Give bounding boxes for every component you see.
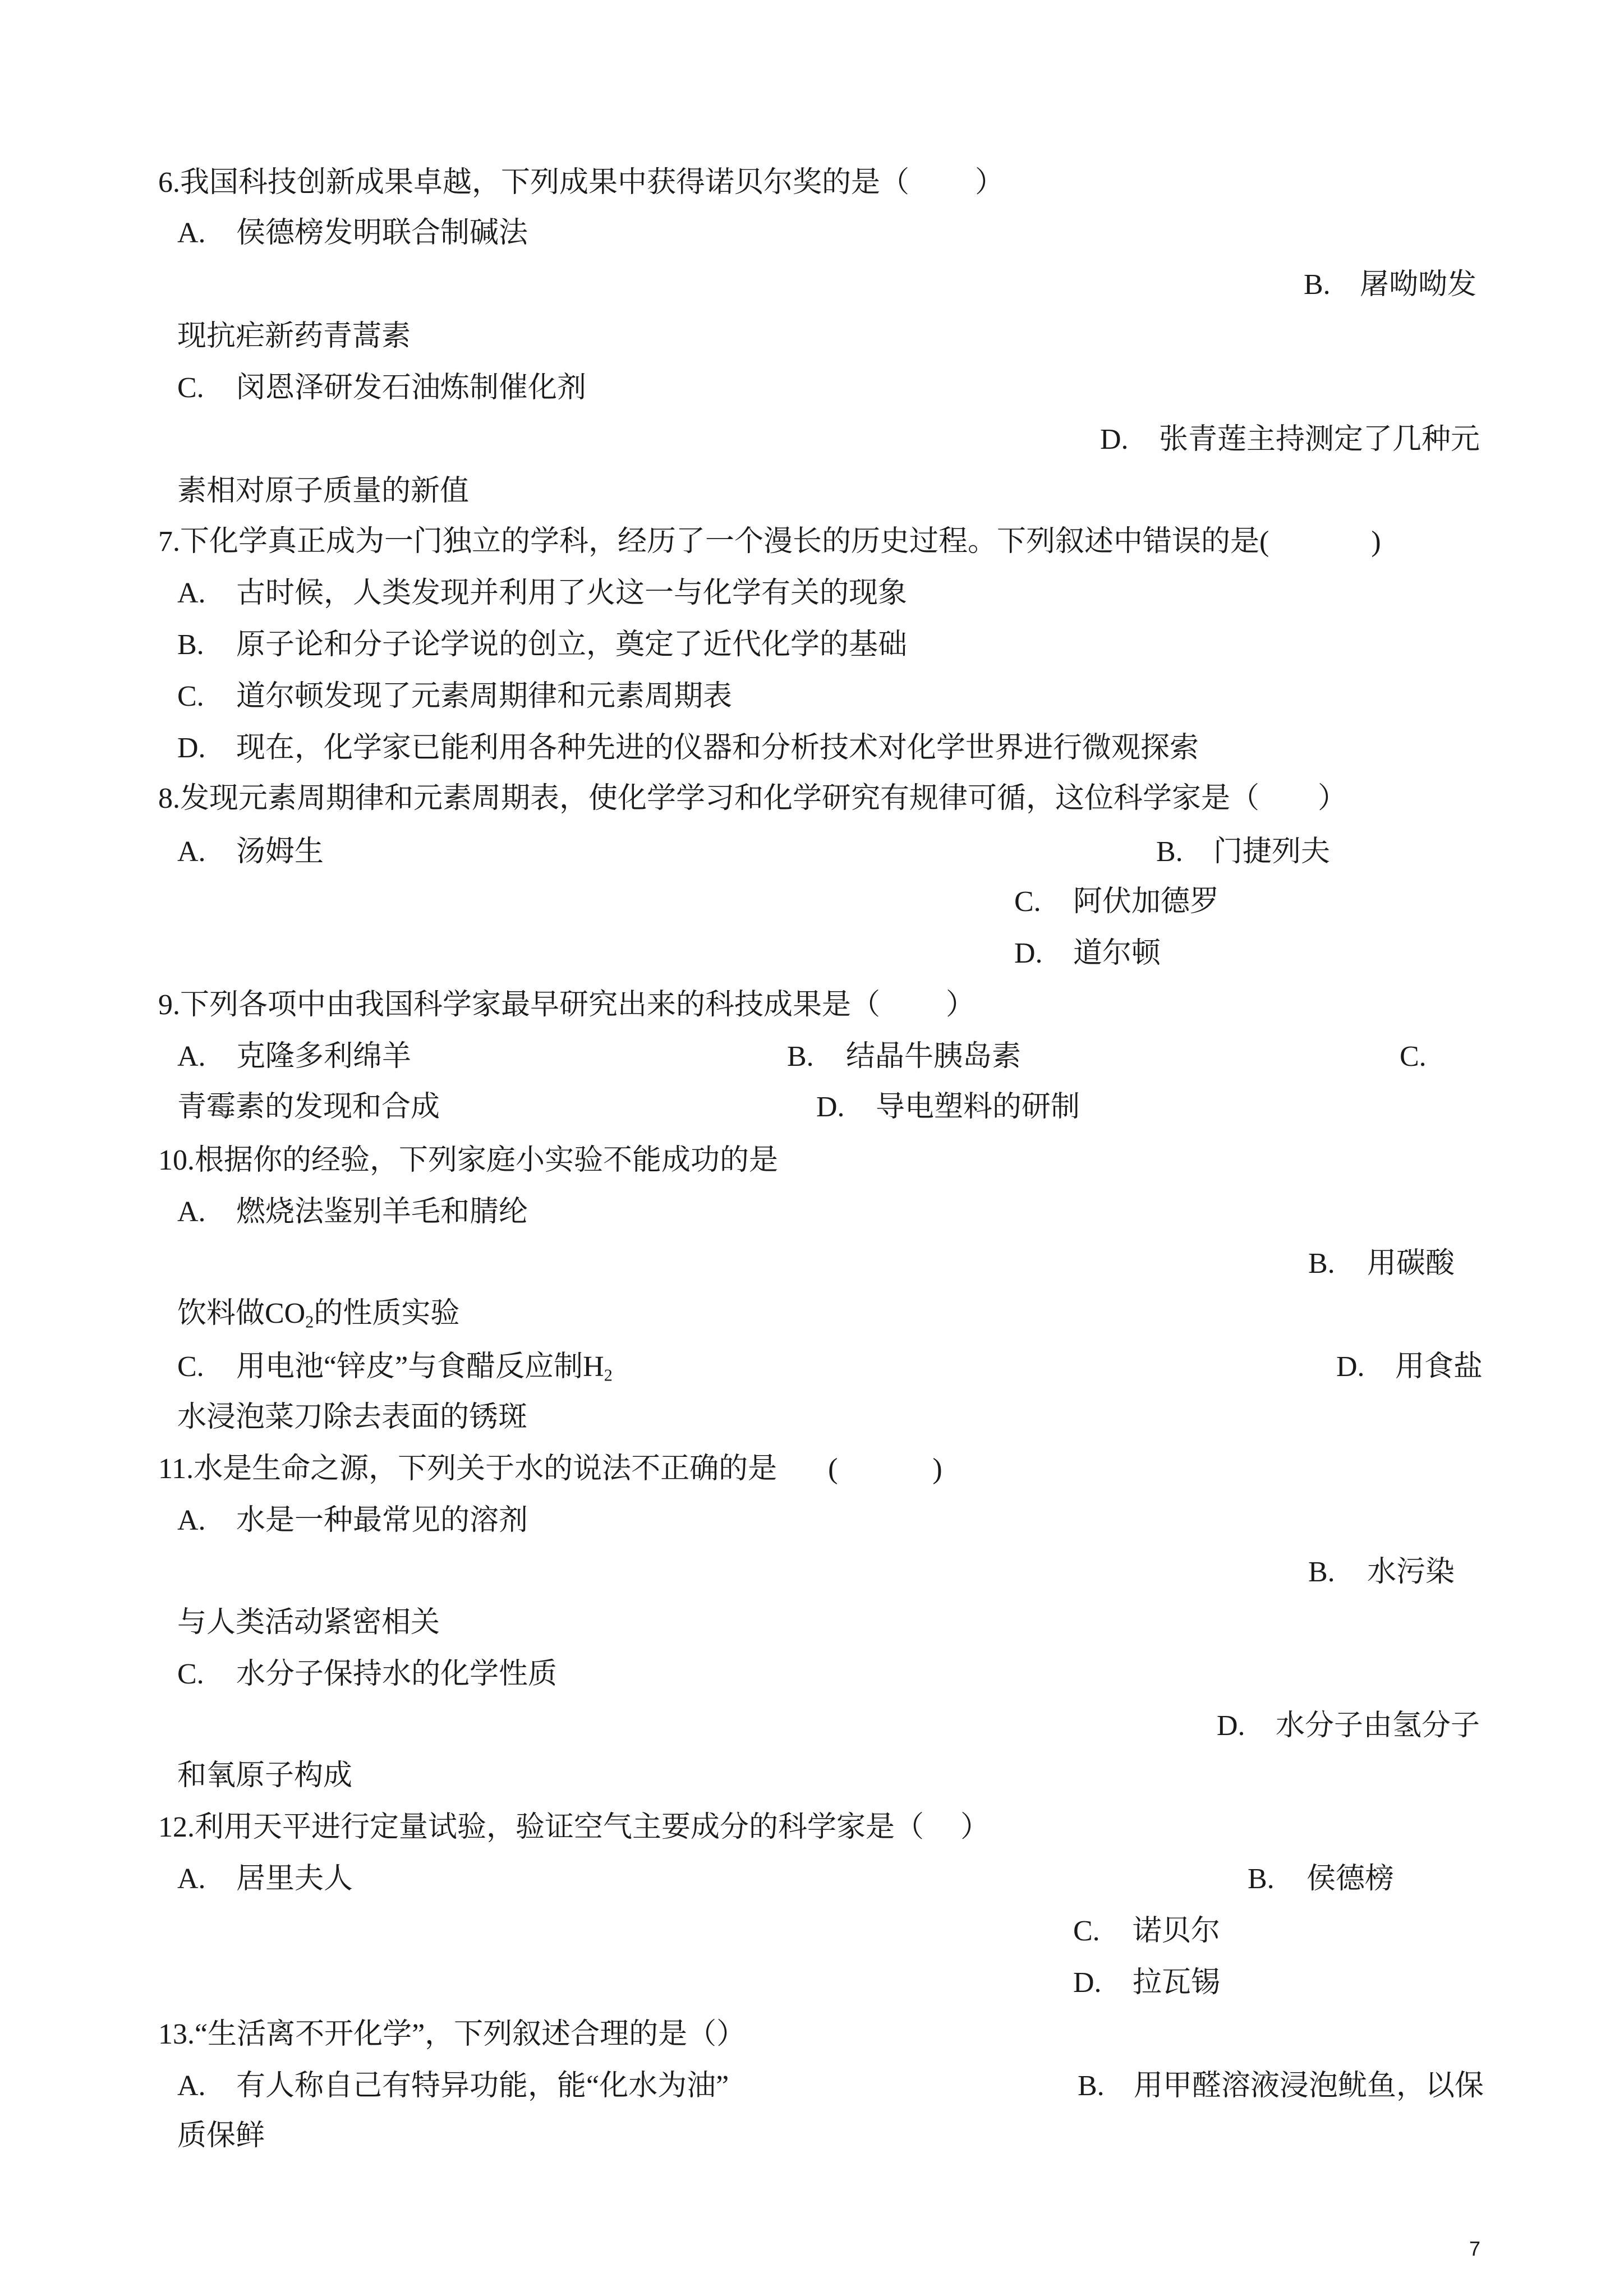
question-stem bbox=[158, 525, 1381, 559]
option-letter: C. bbox=[1014, 886, 1041, 918]
option-text: 屠呦呦发 bbox=[1360, 269, 1477, 301]
option-text: 道尔顿 bbox=[1073, 937, 1161, 969]
option-text: 张青莲主持测定了几种元 bbox=[1159, 424, 1480, 455]
option-text: 侯德榜 bbox=[1306, 1863, 1395, 1895]
question-stem bbox=[158, 1144, 778, 1177]
option-letter: C. bbox=[177, 1351, 204, 1383]
option-letter: A. bbox=[177, 1863, 206, 1895]
question-text: 利用天平进行定量试验，验证空气主要成分的科学家是（ ） bbox=[195, 1811, 990, 1843]
question-number: 7. bbox=[158, 526, 180, 558]
option-text: 水是一种最常见的溶剂 bbox=[236, 1504, 528, 1536]
option-text bbox=[236, 1350, 613, 1384]
question-number: 6. bbox=[158, 167, 180, 199]
question-number: 8. bbox=[158, 783, 180, 815]
subscript: 2 bbox=[604, 1365, 613, 1385]
option-text: 汤姆生 bbox=[236, 836, 324, 868]
option-letter: B. bbox=[1308, 1556, 1335, 1588]
option-letter: D. bbox=[1217, 1710, 1245, 1742]
question-stem bbox=[158, 782, 1347, 816]
option-text: 道尔顿发现了元素周期律和元素周期表 bbox=[236, 680, 733, 712]
option-letter: B. bbox=[1248, 1863, 1275, 1895]
option-text-part: 的性质实验 bbox=[314, 1297, 460, 1329]
option-letter: C. bbox=[177, 680, 204, 712]
question-stem bbox=[158, 988, 975, 1022]
question-text: 水是生命之源，下列关于水的说法不正确的是 ( ) bbox=[194, 1453, 942, 1485]
option-text: 拉瓦锡 bbox=[1133, 1967, 1221, 1999]
option-letter: A. bbox=[177, 836, 206, 868]
option-text: 门捷列夫 bbox=[1213, 836, 1331, 868]
option-text-continued bbox=[177, 1297, 459, 1331]
option-letter: D. bbox=[1073, 1967, 1102, 1999]
option-text: 原子论和分子论学说的创立，奠定了近代化学的基础 bbox=[236, 629, 908, 661]
option-text: 古时候，人类发现并利用了火这一与化学有关的现象 bbox=[236, 577, 908, 609]
question-number: 9. bbox=[158, 989, 180, 1021]
option-letter: D. bbox=[177, 732, 206, 764]
option-letter: A. bbox=[177, 1196, 206, 1228]
option-letter: B. bbox=[177, 629, 204, 661]
option-text: 水分子保持水的化学性质 bbox=[236, 1658, 558, 1690]
question-number: 13. bbox=[158, 2018, 195, 2050]
option-letter: D. bbox=[1014, 937, 1043, 969]
option-text-continued: 质保鲜 bbox=[177, 2120, 265, 2152]
option-text-continued: 和氧原子构成 bbox=[177, 1760, 353, 1792]
option-letter: B. bbox=[1308, 1248, 1335, 1280]
option-text: 侯德榜发明联合制碱法 bbox=[236, 217, 528, 249]
option-letter: B. bbox=[1078, 2070, 1105, 2102]
option-text: 居里夫人 bbox=[236, 1863, 353, 1895]
option-text: 克隆多利绵羊 bbox=[236, 1041, 412, 1073]
question-text: 我国科技创新成果卓越，下列成果中获得诺贝尔奖的是（ ） bbox=[180, 167, 1005, 199]
question-stem bbox=[158, 2018, 746, 2051]
option-letter: C. bbox=[1400, 1041, 1427, 1073]
option-text-continued: 水浸泡菜刀除去表面的锈斑 bbox=[177, 1401, 528, 1433]
page-number: 7 bbox=[1469, 2237, 1481, 2260]
question-stem bbox=[158, 1811, 990, 1844]
option-text: 闵恩泽研发石油炼制催化剂 bbox=[236, 372, 587, 404]
option-letter: A. bbox=[177, 1504, 206, 1536]
option-letter: B. bbox=[1304, 269, 1331, 301]
question-text: 发现元素周期律和元素周期表，使化学学习和化学研究有规律可循，这位科学家是（ ） bbox=[180, 783, 1347, 815]
question-text: 下列各项中由我国科学家最早研究出来的科技成果是（ ） bbox=[180, 989, 976, 1021]
option-text: 有人称自己有特异功能，能“化水为油” bbox=[236, 2070, 729, 2102]
option-letter: B. bbox=[1156, 836, 1183, 868]
option-letter: C. bbox=[177, 1658, 204, 1690]
option-text-continued: 素相对原子质量的新值 bbox=[177, 475, 470, 507]
option-text: 用食盐 bbox=[1395, 1351, 1483, 1383]
option-letter: A. bbox=[177, 1041, 206, 1073]
option-letter: C. bbox=[177, 372, 204, 404]
question-text: 下化学真正成为一门独立的学科，经历了一个漫长的历史过程。下列叙述中错误的是( ) bbox=[180, 526, 1381, 558]
option-text: 水污染 bbox=[1367, 1556, 1455, 1588]
question-number: 10. bbox=[158, 1144, 195, 1176]
option-text: 水分子由氢分子 bbox=[1276, 1710, 1480, 1742]
option-text: 现在，化学家已能利用各种先进的仪器和分析技术对化学世界进行微观探索 bbox=[236, 732, 1199, 764]
option-text-part: 用电池“锌皮”与食醋反应制H bbox=[236, 1351, 604, 1383]
option-text: 导电塑料的研制 bbox=[876, 1091, 1080, 1123]
option-letter: B. bbox=[787, 1041, 814, 1073]
subscript: 2 bbox=[305, 1312, 314, 1332]
question-stem bbox=[158, 1452, 942, 1486]
option-letter: A. bbox=[177, 217, 206, 249]
question-text: “生活离不开化学”，下列叙述合理的是（） bbox=[195, 2018, 746, 2050]
option-text: 用碳酸 bbox=[1367, 1248, 1455, 1280]
option-text: 阿伏加德罗 bbox=[1073, 886, 1220, 918]
question-text: 根据你的经验，下列家庭小实验不能成功的是 bbox=[195, 1144, 779, 1176]
option-text-part: 饮料做CO bbox=[177, 1297, 306, 1329]
option-letter: A. bbox=[177, 2070, 206, 2102]
question-number: 12. bbox=[158, 1811, 195, 1843]
option-text: 青霉素的发现和合成 bbox=[177, 1091, 440, 1123]
option-text: 结晶牛胰岛素 bbox=[846, 1041, 1022, 1073]
option-text: 用甲醛溶液浸泡鱿鱼，以保 bbox=[1134, 2070, 1484, 2102]
option-text: 诺贝尔 bbox=[1133, 1915, 1221, 1947]
option-letter: C. bbox=[1073, 1915, 1100, 1947]
option-text-continued: 现抗疟新药青蒿素 bbox=[177, 320, 411, 352]
option-text: 燃烧法鉴别羊毛和腈纶 bbox=[236, 1196, 528, 1228]
option-letter: D. bbox=[1100, 424, 1129, 455]
option-letter: D. bbox=[1336, 1351, 1365, 1383]
option-letter: D. bbox=[816, 1091, 845, 1123]
question-stem bbox=[158, 166, 1004, 200]
option-letter: A. bbox=[177, 577, 206, 609]
question-number: 11. bbox=[158, 1453, 194, 1485]
option-text-continued: 与人类活动紧密相关 bbox=[177, 1607, 440, 1639]
